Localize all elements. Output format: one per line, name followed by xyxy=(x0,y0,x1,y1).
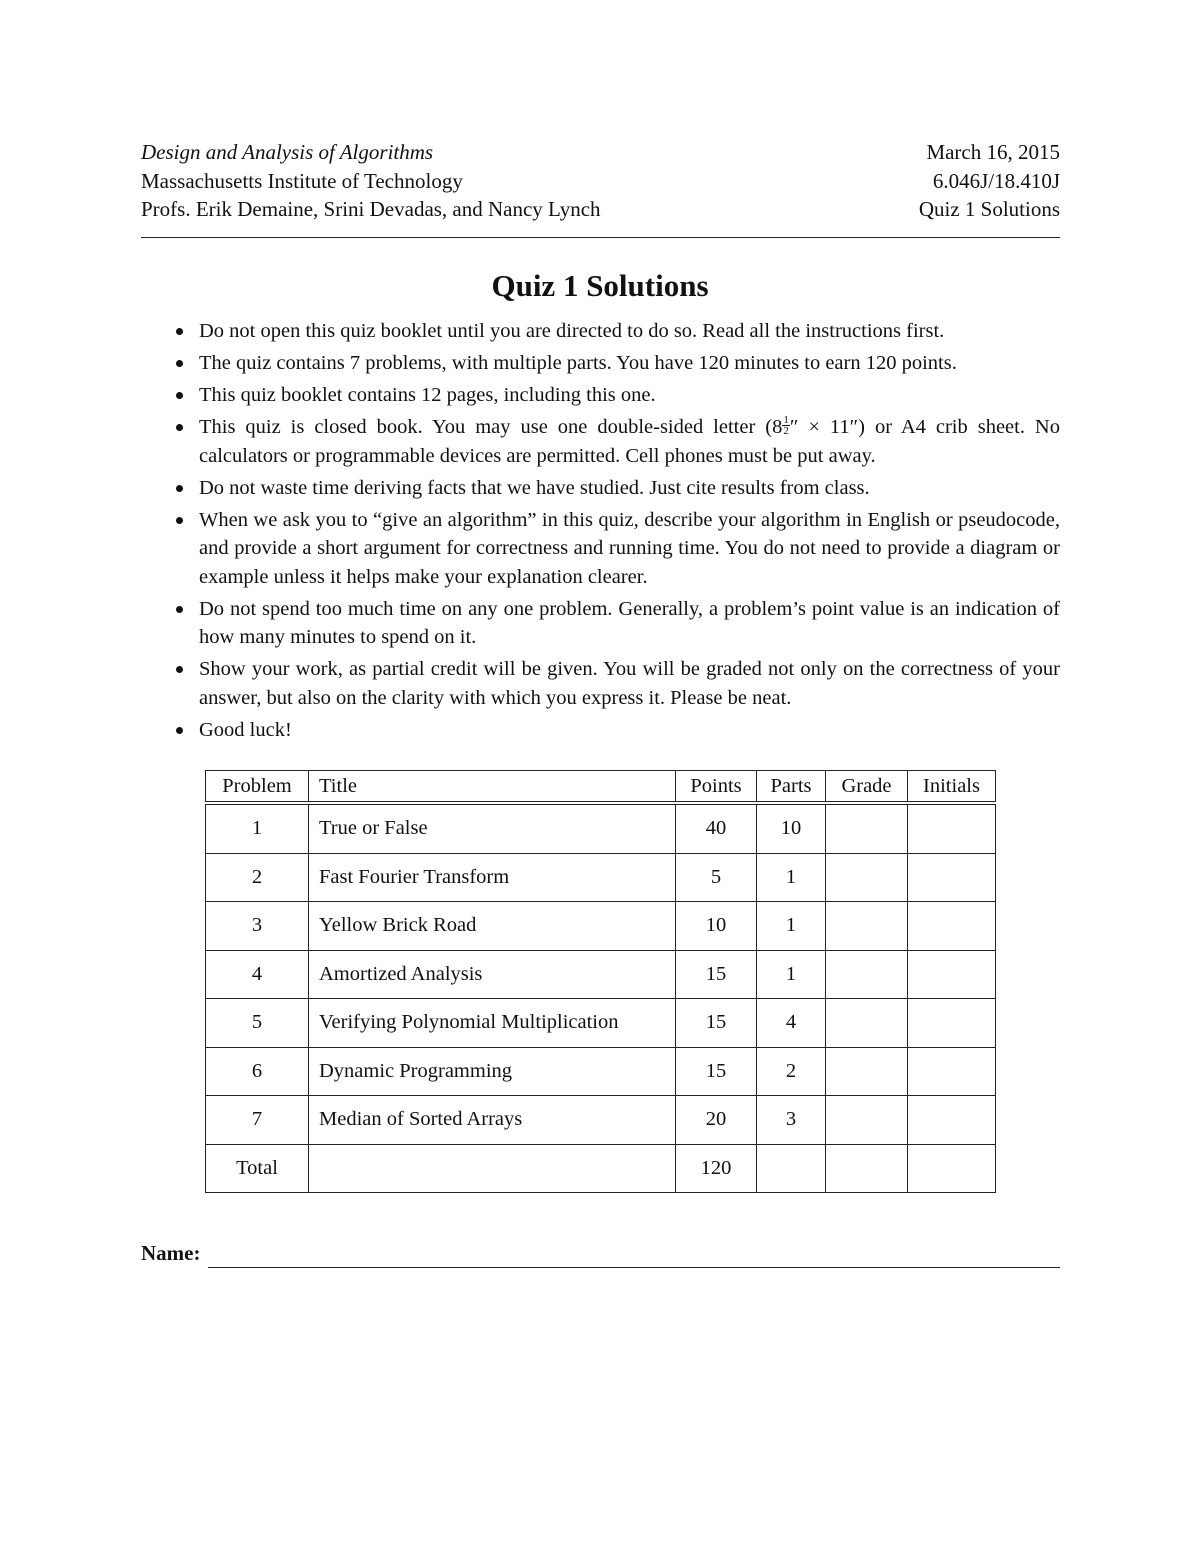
table-row xyxy=(206,803,996,853)
total-title-cell xyxy=(309,1144,676,1193)
header-problem: Problem xyxy=(206,771,309,804)
header-initials: Initials xyxy=(908,771,996,804)
cell-grade xyxy=(826,803,908,853)
cell-parts: 1 xyxy=(757,853,826,902)
instruction-text: Show your work, as partial credit will be given. You will be graded not only on the correctness of your answer, but also on the clarity with which you express it. Please be neat. xyxy=(199,658,1060,709)
header-row-3 xyxy=(141,195,1060,224)
bullet-icon xyxy=(176,666,183,673)
list-item xyxy=(176,506,1060,592)
cell-points: 15 xyxy=(676,1047,757,1096)
list-item xyxy=(176,349,1060,378)
cell-initials xyxy=(908,999,996,1048)
cell-parts: 3 xyxy=(757,1096,826,1145)
bullet-icon xyxy=(176,606,183,613)
list-item xyxy=(176,595,1060,652)
cell-initials xyxy=(908,1096,996,1145)
header-divider xyxy=(141,237,1060,238)
cell-points: 5 xyxy=(676,853,757,902)
cell-problem: 3 xyxy=(206,902,309,951)
cell-initials xyxy=(908,1047,996,1096)
course-number: 6.046J/18.410J xyxy=(932,168,1060,193)
cell-problem: 4 xyxy=(206,950,309,999)
instruction-text: This quiz booklet contains 12 pages, including this one. xyxy=(199,384,656,406)
header-row-1 xyxy=(141,138,1060,167)
course-name: Design and Analysis of Algorithms xyxy=(141,140,434,164)
bullet-icon xyxy=(176,517,183,524)
cell-points: 15 xyxy=(676,999,757,1048)
table-row xyxy=(206,902,996,951)
fraction-denominator: 2 xyxy=(783,424,789,437)
cell-problem: 6 xyxy=(206,1047,309,1096)
cell-grade xyxy=(826,1096,908,1145)
cell-title: Verifying Polynomial Multiplication xyxy=(309,999,676,1048)
instruction-text: When we ask you to “give an algorithm” in this quiz, describe your algorithm in English or pseudocode, and provide a short argument for correctness and running time. You do not need to provide a diagram or example unless it helps make your explanation clearer. xyxy=(199,508,1060,588)
instruction-text-pre: This quiz is closed book. You may use one double-sided letter (8 xyxy=(199,416,783,438)
cell-title: Dynamic Programming xyxy=(309,1047,676,1096)
cell-points: 15 xyxy=(676,950,757,999)
cell-problem: 1 xyxy=(206,803,309,853)
name-label: Name: xyxy=(141,1241,201,1265)
cell-parts: 4 xyxy=(757,999,826,1048)
header-points: Points xyxy=(676,771,757,804)
total-label: Total xyxy=(206,1144,309,1193)
cell-points: 40 xyxy=(676,803,757,853)
header-row-2 xyxy=(141,167,1060,196)
professors: Profs. Erik Demaine, Srini Devadas, and Nancy Lynch xyxy=(141,197,601,221)
cell-problem: 7 xyxy=(206,1096,309,1145)
list-item xyxy=(176,317,1060,346)
header-grade: Grade xyxy=(826,771,908,804)
cell-title: True or False xyxy=(309,803,676,853)
cell-title: Yellow Brick Road xyxy=(309,902,676,951)
cell-grade xyxy=(826,853,908,902)
list-item xyxy=(176,474,1060,503)
cell-parts: 10 xyxy=(757,803,826,853)
instruction-text: Good luck! xyxy=(199,718,292,741)
document-header xyxy=(141,138,1060,224)
name-field xyxy=(141,1238,1060,1268)
document-label: Quiz 1 Solutions xyxy=(918,197,1060,221)
list-item xyxy=(176,655,1060,712)
fraction xyxy=(782,415,790,436)
table-total-row xyxy=(206,1144,996,1193)
cell-grade xyxy=(826,1047,908,1096)
cell-initials xyxy=(908,902,996,951)
table-row xyxy=(206,950,996,999)
grading-table xyxy=(205,770,996,1193)
cell-problem: 5 xyxy=(206,999,309,1048)
cell-initials xyxy=(908,853,996,902)
table-row xyxy=(206,1096,996,1145)
total-initials-cell xyxy=(908,1144,996,1193)
header-title: Title xyxy=(309,771,676,804)
cell-title: Amortized Analysis xyxy=(309,950,676,999)
total-parts-cell xyxy=(757,1144,826,1193)
instruction-text: Do not waste time deriving facts that we have studied. Just cite results from class. xyxy=(199,476,870,499)
table-header-row xyxy=(206,771,996,804)
cell-points: 20 xyxy=(676,1096,757,1145)
cell-problem: 2 xyxy=(206,853,309,902)
instruction-text: Do not spend too much time on any one problem. Generally, a problem’s point value is an indication of how many minutes to spend on it. xyxy=(199,597,1060,648)
bullet-icon xyxy=(176,485,183,492)
instruction-text: Do not open this quiz booklet until you are directed to do so. Read all the instructions first. xyxy=(199,320,945,342)
bullet-icon xyxy=(176,727,183,734)
bullet-icon xyxy=(176,424,183,431)
cell-points: 10 xyxy=(676,902,757,951)
total-points: 120 xyxy=(676,1144,757,1193)
bullet-icon xyxy=(176,360,183,367)
page-title: Quiz 1 Solutions xyxy=(491,268,709,303)
total-grade-cell xyxy=(826,1144,908,1193)
cell-grade xyxy=(826,999,908,1048)
cell-parts: 1 xyxy=(757,950,826,999)
bullet-icon xyxy=(176,392,183,399)
cell-parts: 2 xyxy=(757,1047,826,1096)
instruction-text: The quiz contains 7 problems, with multiple parts. You have 120 minutes to earn 120 points. xyxy=(199,352,957,374)
cell-title: Fast Fourier Transform xyxy=(309,853,676,902)
instructions-list xyxy=(176,317,1060,748)
table-row xyxy=(206,853,996,902)
list-item xyxy=(176,381,1060,410)
instruction-text-post: ″ × 11″) or A4 crib sheet. No calculators or programmable devices are permitted. Cell phones must be put away. xyxy=(199,416,1060,467)
cell-parts: 1 xyxy=(757,902,826,951)
bullet-icon xyxy=(176,328,183,335)
table-row xyxy=(206,1047,996,1096)
fraction-numerator: 1 xyxy=(783,413,789,426)
list-item xyxy=(176,413,1060,470)
list-item xyxy=(176,716,1060,745)
header-parts: Parts xyxy=(757,771,826,804)
cell-grade xyxy=(826,950,908,999)
table-row xyxy=(206,999,996,1048)
quiz-date: March 16, 2015 xyxy=(926,140,1060,164)
cell-initials xyxy=(908,950,996,999)
cell-grade xyxy=(826,902,908,951)
name-blank-line[interactable] xyxy=(208,1247,1060,1268)
cell-initials xyxy=(908,803,996,853)
cell-title: Median of Sorted Arrays xyxy=(309,1096,676,1145)
institution-name: Massachusetts Institute of Technology xyxy=(141,168,463,193)
